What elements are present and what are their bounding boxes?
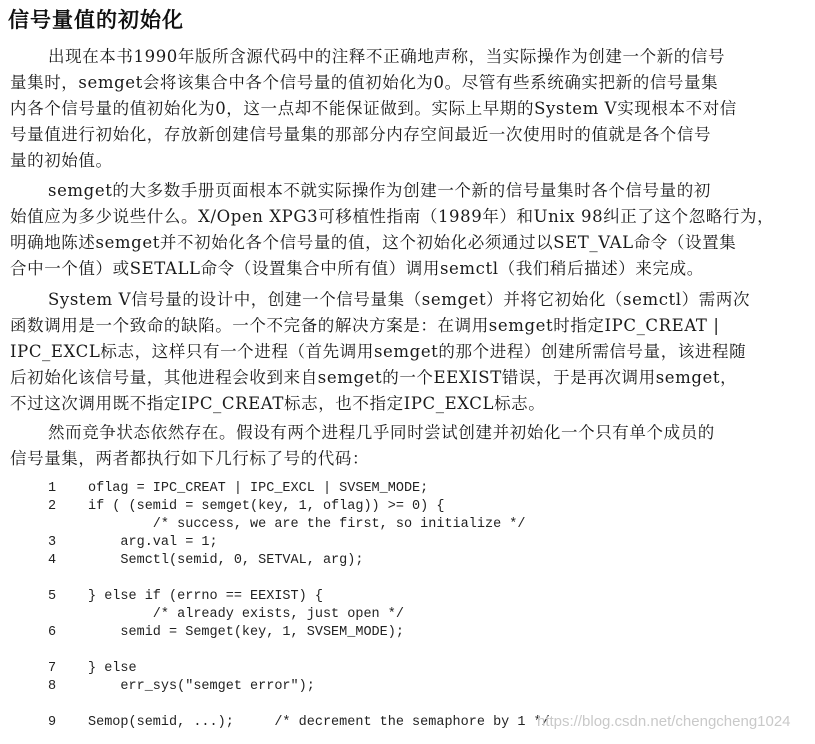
text-line: 号量值进行初始化，存放新创建信号量集的那部分内存空间最近一次使用时的值就是各个信号	[10, 125, 712, 144]
line-number: 8	[48, 679, 57, 694]
paragraph-1	[10, 44, 810, 174]
text-line: 不过这次调用既不指定IPC_CREAT标志，也不指定IPC_EXCL标志。	[10, 394, 546, 413]
line-number: 3	[48, 535, 57, 550]
text-line: 始值应为多少说些什么。X/Open XPG3可移植性指南（1989年）和Unix 98纠正了这个忽略行为，	[10, 207, 775, 226]
text-line: semget的大多数手册页面根本不就实际操作为创建一个新的信号量集时各个信号量的初	[48, 181, 711, 200]
text-line: 合中一个值）或SETALL命令（设置集合中所有值）调用semctl（我们稍后描述）来完成。	[10, 259, 704, 278]
code-text: Semctl(semid, 0, SETVAL, arg);	[88, 553, 364, 568]
watermark: https://blog.csdn.net/chengcheng1024	[537, 713, 791, 730]
paragraph-3	[10, 287, 810, 417]
paragraph-2	[10, 178, 810, 282]
code-text: /* success, we are the first, so initialize */	[88, 517, 526, 532]
line-number: 4	[48, 553, 57, 568]
text-line: 量集时，semget会将该集合中各个信号量的值初始化为0。尽管有些系统确实把新的信号量集	[10, 73, 719, 92]
code-text: if ( (semid = semget(key, 1, oflag)) >= 0) {	[88, 499, 445, 514]
code-text: Semop(semid, ...); /* decrement the semaphore by 1 */	[88, 715, 550, 730]
paragraph-4	[10, 420, 810, 472]
section-title: 信号量值的初始化	[8, 8, 184, 32]
code-text: arg.val = 1;	[88, 535, 218, 550]
text-line: System V信号量的设计中，创建一个信号量集（semget）并将它初始化（semctl）需两次	[48, 290, 751, 309]
line-number: 7	[48, 661, 57, 676]
code-text: semid = Semget(key, 1, SVSEM_MODE);	[88, 625, 404, 640]
line-number: 2	[48, 499, 57, 514]
code-text: err_sys("semget error");	[88, 679, 315, 694]
text-line: 量的初始值。	[10, 151, 113, 170]
line-number: 9	[48, 715, 57, 730]
text-line: 后初始化该信号量，其他进程会收到来自semget的一个EEXIST错误，于是再次调用semget，	[10, 368, 738, 387]
text-line: 出现在本书1990年版所含源代码中的注释不正确地声称，当实际操作为创建一个新的信号	[48, 47, 726, 66]
text-line: IPC_EXCL标志，这样只有一个进程（首先调用semget的那个进程）创建所需信号量，该进程随	[10, 342, 747, 361]
text-line: 内各个信号量的值初始化为0，这一点却不能保证做到。实际上早期的System V实现根本不对信	[10, 99, 737, 118]
code-text: oflag = IPC_CREAT | IPC_EXCL | SVSEM_MODE;	[88, 481, 429, 496]
code-text: /* already exists, just open */	[88, 607, 404, 622]
line-number: 6	[48, 625, 57, 640]
text-line: 明确地陈述semget并不初始化各个信号量的值，这个初始化必须通过以SET_VAL命令（设置集	[10, 233, 737, 252]
code-text: } else if (errno == EEXIST) {	[88, 589, 323, 604]
line-number: 5	[48, 589, 57, 604]
text-line: 信号量集，两者都执行如下几行标了号的代码：	[10, 449, 370, 468]
text-line: 然而竞争状态依然存在。假设有两个进程几乎同时尝试创建并初始化一个只有单个成员的	[48, 423, 715, 442]
text-line: 函数调用是一个致命的缺陷。一个不完备的解决方案是：在调用semget时指定IPC_CREAT |	[10, 316, 720, 335]
code-text: } else	[88, 661, 137, 676]
line-number: 1	[48, 481, 57, 496]
